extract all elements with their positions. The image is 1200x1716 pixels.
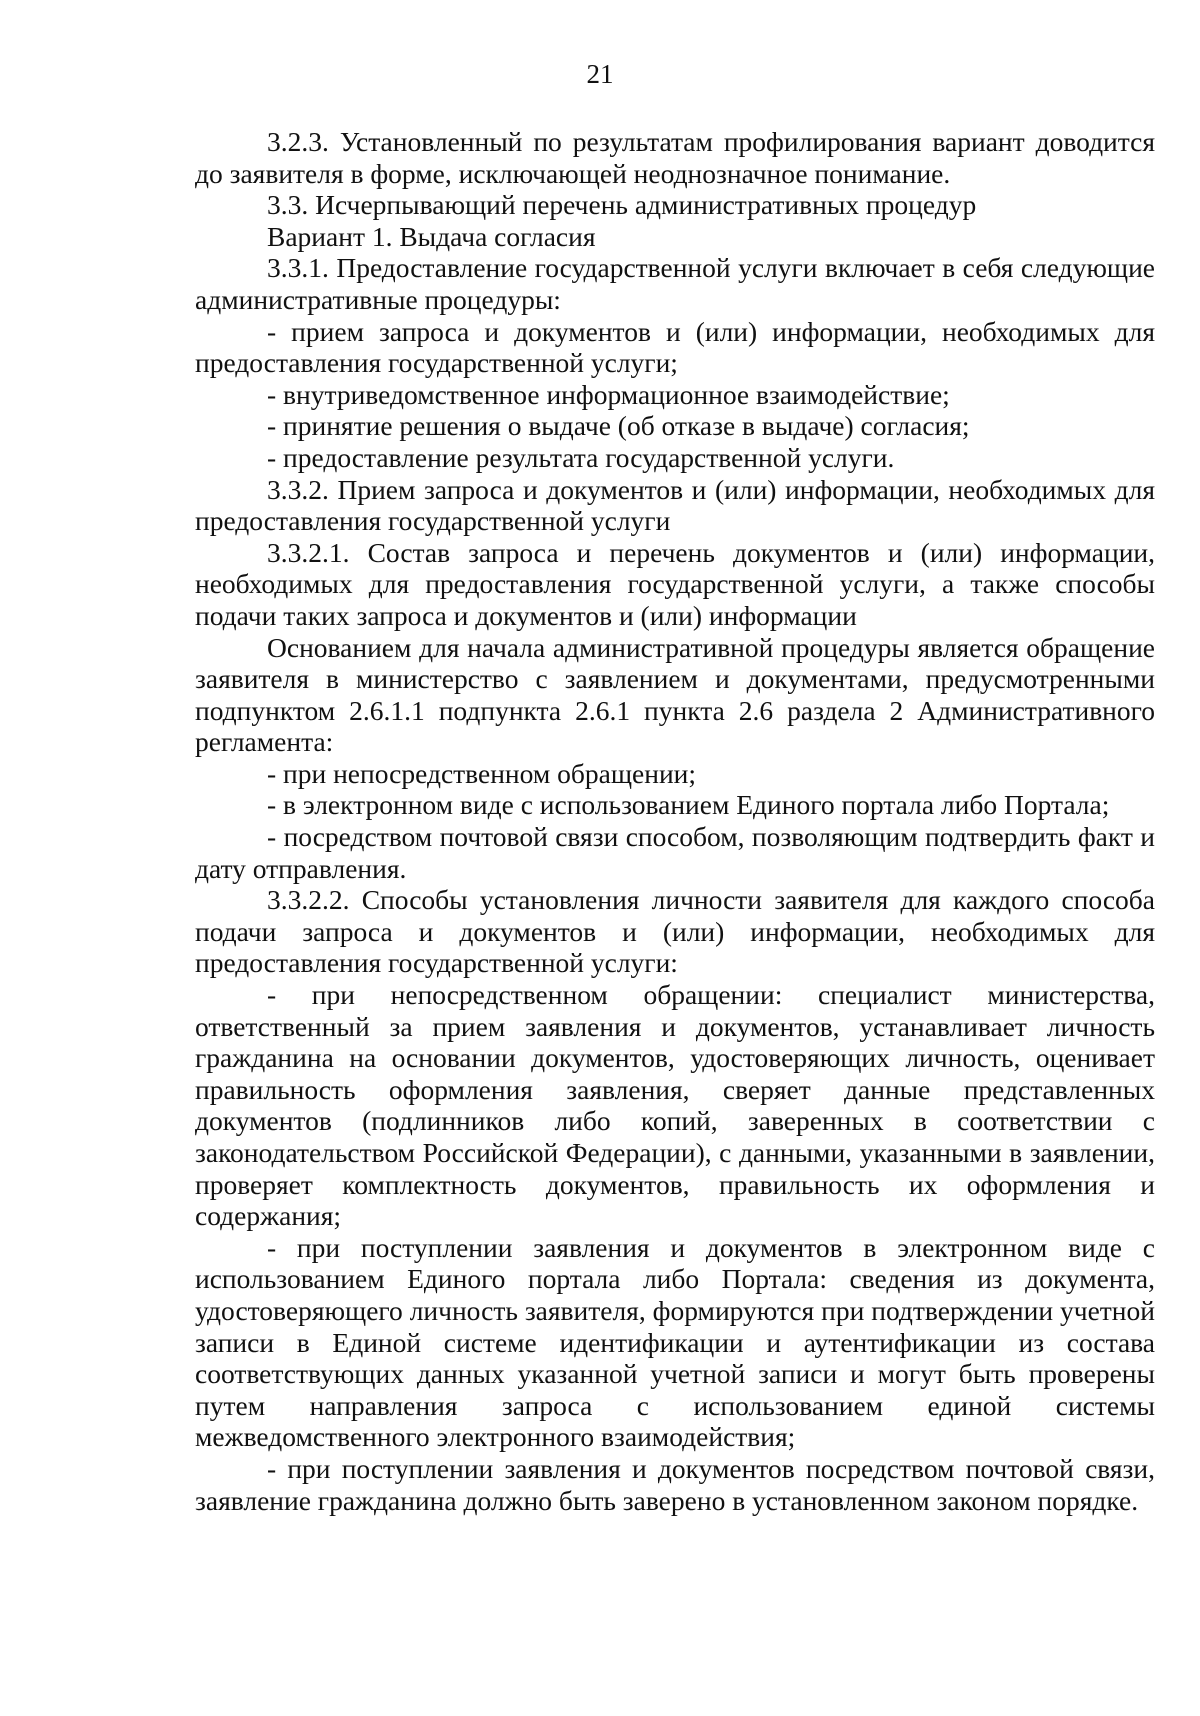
- page-number: 21: [586, 59, 614, 89]
- heading-variant-1: Вариант 1. Выдача согласия: [267, 220, 596, 252]
- document-body: [195, 126, 1155, 1516]
- list-item-identification-method: - при поступлении заявления и документов посредством почтовой связи, заявление гражданина должно быть заверено в установленном законом порядке.: [195, 1452, 1155, 1516]
- list-item-procedure: - внутриведомственное информационное взаимодействие;: [267, 378, 950, 410]
- heading-3-3: 3.3. Исчерпывающий перечень административных процедур: [267, 189, 977, 221]
- heading-3-3-2: 3.3.2. Прием запроса и документов и (или) информации, необходимых для предоставления государственной услуги: [195, 473, 1155, 537]
- paragraph-3-3-2-2: 3.3.2.2. Способы установления личности заявителя для каждого способа подачи запроса и документов и (или) информации, необходимых для предоставления государственной услуги:: [195, 884, 1155, 979]
- paragraph-basis: Основанием для начала административной процедуры является обращение заявителя в министерство с заявлением и документами, предусмотренными подпунктом 2.6.1.1 подпункта 2.6.1 пункта 2.6 раздела 2 Административного регламента:: [195, 631, 1155, 758]
- paragraph-3-2-3: 3.2.3. Установленный по результатам профилирования вариант доводится до заявителя в форме, исключающей неоднозначное понимание.: [195, 126, 1155, 189]
- list-item-procedure: - прием запроса и документов и (или) информации, необходимых для предоставления государственной услуги;: [195, 315, 1155, 379]
- list-item-submission-method: - посредством почтовой связи способом, позволяющим подтвердить факт и дату отправления.: [195, 821, 1155, 884]
- list-item-submission-method: - при непосредственном обращении;: [267, 757, 697, 789]
- list-item-identification-method: - при непосредственном обращении: специалист министерства, ответственный за прием заявления и документов, устанавливает личность гражданина на основании документов, удостоверяющих личность, оценивает правильность оформления заявления, сверяет данные представленных документов (подлинников либо копий, заверенных в соответствии с законодательством Российской Федерации), с данными, указанными в заявлении, проверяет комплектность документов, правильность их оформления и содержания;: [195, 979, 1155, 1232]
- paragraph-3-3-1: 3.3.1. Предоставление государственной услуги включает в себя следующие административные процедуры:: [195, 252, 1155, 315]
- list-item-submission-method: - в электронном виде с использованием Единого портала либо Портала;: [267, 789, 1110, 821]
- paragraph-3-3-2-1: 3.3.2.1. Состав запроса и перечень документов и (или) информации, необходимых для предоставления государственной услуги, а также способы подачи таких запроса и документов и (или) информации: [195, 536, 1155, 631]
- list-item-procedure: - предоставление результата государственной услуги.: [267, 441, 895, 473]
- list-item-procedure: - принятие решения о выдаче (об отказе в выдаче) согласия;: [267, 410, 970, 442]
- list-item-identification-method: - при поступлении заявления и документов в электронном виде с использованием Единого портала либо Портала: сведения из документа, удостоверяющего личность заявителя, формируются при подтверждении учетной записи в Единой системе идентификации и аутентификации из состава соответствующих данных указанной учетной записи и могут быть проверены путем направления запроса с использованием единой системы межведомственного электронного взаимодействия;: [195, 1231, 1155, 1453]
